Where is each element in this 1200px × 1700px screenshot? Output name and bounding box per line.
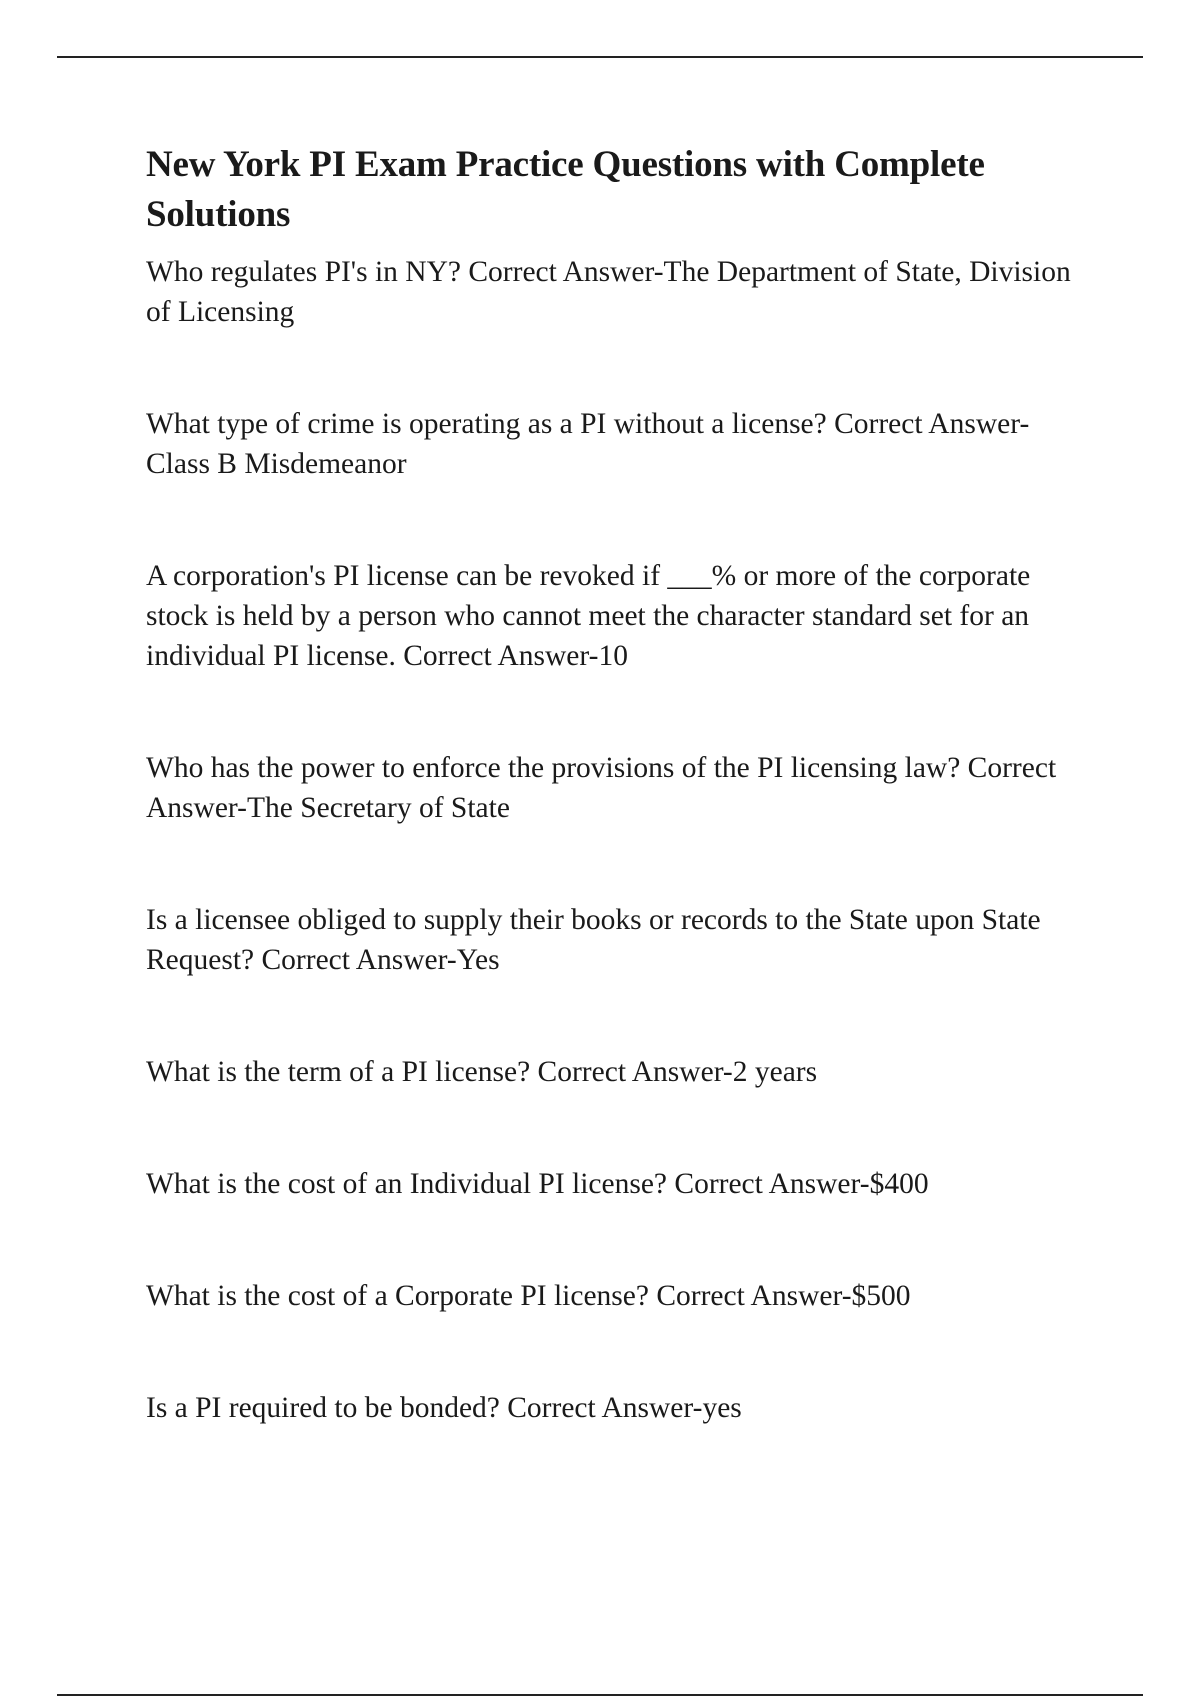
document-body [146, 140, 1086, 1428]
question-item-5: Is a licensee obliged to supply their books or records to the State upon State Request? Correct Answer-Yes [146, 904, 1041, 976]
question-item-2: What type of crime is operating as a PI without a license? Correct Answer-Class B Misdemeanor [146, 408, 1030, 480]
page-title: New York PI Exam Practice Questions with Complete Solutions [146, 144, 985, 235]
top-divider [57, 56, 1143, 58]
question-item-8: What is the cost of a Corporate PI license? Correct Answer-$500 [146, 1280, 911, 1312]
question-item-7: What is the cost of an Individual PI license? Correct Answer-$400 [146, 1168, 929, 1200]
question-item-1: Who regulates PI's in NY? Correct Answer-The Department of State, Division of Licensing [146, 256, 1071, 328]
question-list [146, 252, 1086, 1428]
question-item-3: A corporation's PI license can be revoked if ___% or more of the corporate stock is held by a person who cannot meet the character standard set for an individual PI license. Correct Answer-10 [146, 560, 1031, 672]
question-item-4: Who has the power to enforce the provisions of the PI licensing law? Correct Answer-The Secretary of State [146, 752, 1057, 824]
bottom-divider [57, 1694, 1143, 1696]
question-item-6: What is the term of a PI license? Correct Answer-2 years [146, 1056, 818, 1088]
question-item-9: Is a PI required to be bonded? Correct Answer-yes [146, 1392, 742, 1424]
